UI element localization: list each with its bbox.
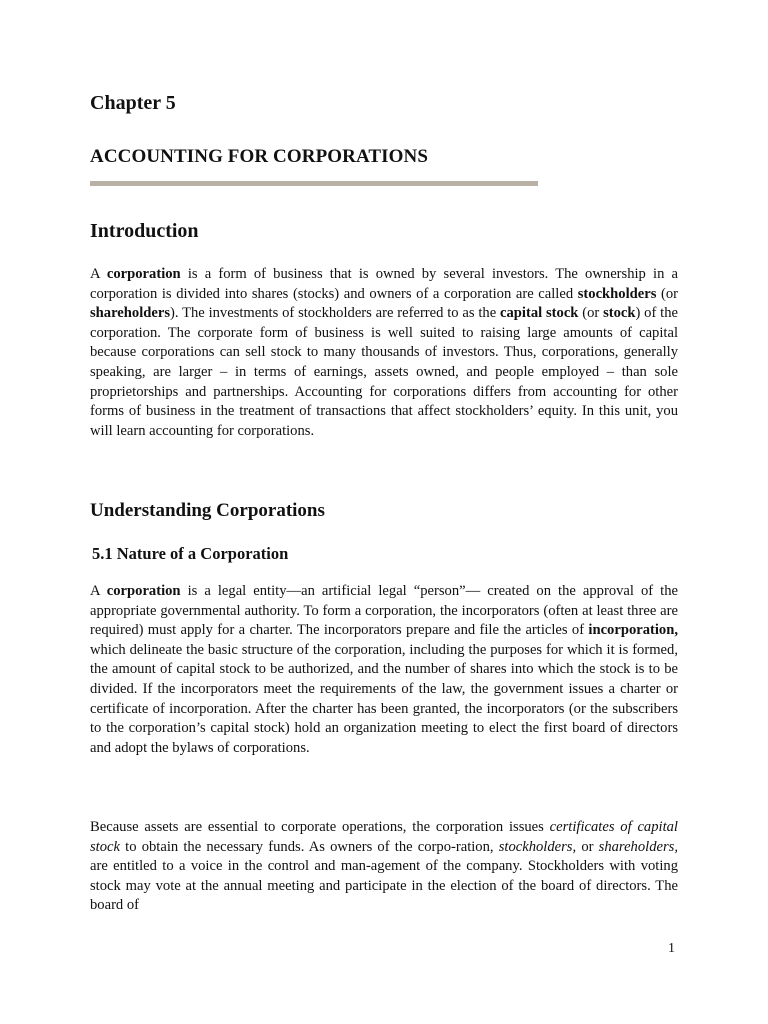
intro-term-stockholders: stockholders [577, 285, 657, 302]
nature2-text-1: Because assets are essential to corporate operations, the corporation issues [90, 819, 550, 835]
intro-term-shareholders: shareholders [90, 305, 171, 322]
intro-text-2: is a form of business that is owned by several investors. The ownership in a corporation is divided into shares (stocks) and owners of a corporation are called [90, 266, 678, 302]
intro-term-capital-stock: capital stock [500, 305, 579, 322]
intro-term-corporation: corporation [106, 266, 181, 282]
subsection-heading: 5.1 Nature of a Corporation [92, 544, 289, 563]
nature2-term-stockholders: stockholders, [498, 838, 577, 855]
nature2-text-2: to obtain the necessary funds. As owners of the corpo-ration, [120, 838, 499, 855]
intro-text-5: (or [578, 305, 604, 322]
section-heading: Understanding Corporations [90, 500, 325, 521]
nature1-term-corporation: corporation [106, 583, 181, 599]
intro-term-stock: stock [603, 305, 636, 322]
nature2-text-4: are entitled to a voice in the control and man-agement of the company. Stockholders with voting stock may vote at the annual meeting and participate in the election of the board of directors. The board of [90, 858, 678, 914]
introduction-heading: Introduction [90, 220, 199, 242]
intro-text-6: ) of the corporation. The corporate form of business is well suited to raising large amounts of capital because corporations can sell stock to many thousands of investors. Thus, corporations, generally speaking, are larger – in terms of earnings, assets owned, and people employed – than sole proprietorships and partnerships. Accounting for corporations differs from accounting for other forms of business in the treatment of transactions that affect stockholders’ equity. In this unit, you will learn accounting for corporations. [90, 305, 678, 439]
nature-paragraph-1 [90, 582, 678, 758]
nature2-term-certificates: certificates of capital stock [90, 819, 678, 855]
intro-text-1: A [90, 266, 107, 282]
page-number: 1 [668, 941, 675, 956]
intro-text-3: (or [656, 285, 679, 302]
title-divider [90, 181, 538, 186]
nature2-text-3: or [576, 838, 599, 855]
introduction-paragraph [90, 265, 678, 441]
chapter-label: Chapter 5 [90, 92, 176, 114]
nature1-text-3: which delineate the basic structure of the corporation, including the purposes for which it is formed, the amount of capital stock to be authorized, and the number of shares into which the stock is to be divided. If the incorporators meet the requirements of the law, the government issues a charter or certificate of incorporation. After the charter has been granted, the incorporators (or the subscribers to the corporation’s capital stock) hold an organization meeting to elect the first board of directors and adopt the bylaws of corporations. [90, 641, 678, 756]
nature1-text-1: A [90, 583, 107, 599]
chapter-title: ACCOUNTING FOR CORPORATIONS [90, 146, 429, 167]
nature1-text-2: is a legal entity—an artificial legal “person”— created on the approval of the appropriate governmental authority. To form a corporation, the incorporators (often at least three are required) must apply for a charter. The incorporators prepare and file the articles of [90, 583, 679, 639]
nature2-term-shareholders: shareholders, [598, 838, 678, 855]
nature-paragraph-2 [90, 818, 678, 916]
nature1-term-incorporation: incorporation, [588, 622, 678, 639]
intro-text-4: ). The investments of stockholders are referred to as the [170, 305, 501, 322]
